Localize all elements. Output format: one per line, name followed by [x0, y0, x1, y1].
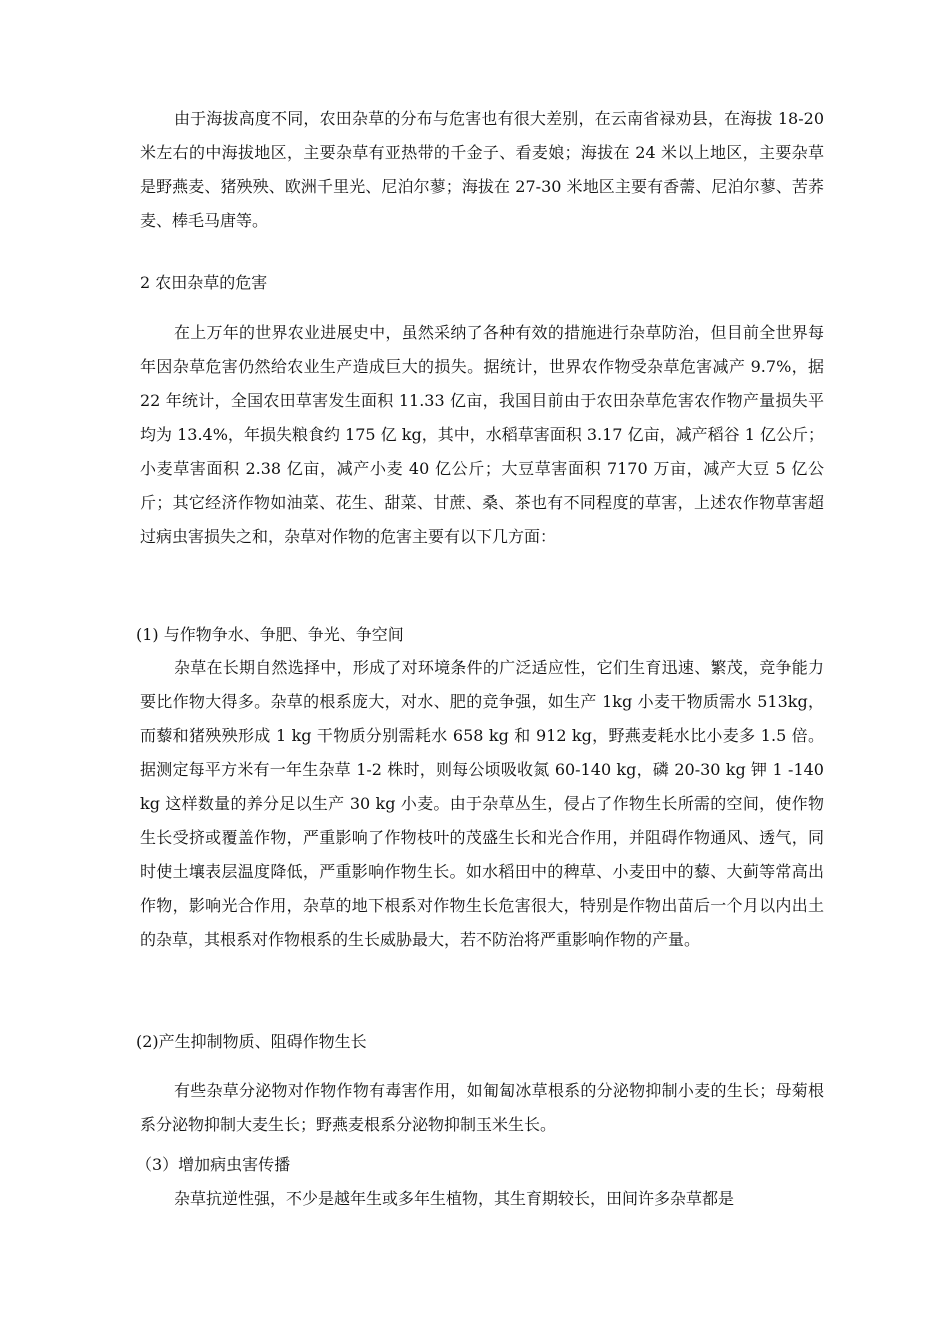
paragraph-competition: 杂草在长期自然选择中，形成了对环境条件的广泛适应性，它们生育迅速、繁茂，竞争能力要比作物大得多。杂草的根系庞大，对水、肥的竞争强，如生产 1kg 小麦干物质需水 513kg，而藜和猪殃殃形成 1 kg 干物质分别需耗水 658 kg 和 912 kg，野燕麦耗水比小麦多 1.5 倍。据测定每平方米有一年生杂草 1-2 株时，则每公顷吸收氮 60-140 kg，磷 20-30 kg 钾 1 -140 kg 这样数量的养分足以生产 30 kg 小麦。由于杂草丛生，侵占了作物生长所需的空间，使作物生长受挤或覆盖作物，严重影响了作物枝叶的茂盛生长和光合作用，并阻碍作物通风、透气，同时使土壤表层温度降低，严重影响作物生长。如水稻田中的稗草、小麦田中的藜、大蓟等常高出作物，影响光合作用，杂草的地下根系对作物生长危害很大，特别是作物出苗后一个月以内出土的杂草，其根系对作物根系的生长威胁最大，若不防治将严重影响作物的产量。	[140, 658, 824, 949]
paragraph-pest-spread: 杂草抗逆性强，不少是越年生或多年生植物，其生育期较长，田间许多杂草都是	[174, 1189, 735, 1208]
paragraph-altitude-distribution: 由于海拔高度不同，农田杂草的分布与危害也有很大差别，在云南省禄劝县，在海拔 18-20 米左右的中海拔地区，主要杂草有亚热带的千金子、看麦娘；海拔在 24 米以上地区，主要杂草是野燕麦、猪殃殃、欧洲千里光、尼泊尔蓼；海拔在 27-30 米地区主要有香薷、尼泊尔蓼、苦荞麦、棒毛马唐等。	[140, 109, 824, 230]
subheading-pest-spread: （3）增加病虫害传播	[136, 1155, 291, 1174]
subheading-competition: (1) 与作物争水、争肥、争光、争空间	[136, 625, 404, 644]
subheading-inhibition: (2)产生抑制物质、阻碍作物生长	[136, 1032, 367, 1051]
paragraph-inhibition: 有些杂草分泌物对作物作物有毒害作用，如匍匐冰草根系的分泌物抑制小麦的生长；母菊根系分泌物抑制大麦生长；野燕麦根系分泌物抑制玉米生长。	[140, 1081, 824, 1134]
paragraph-weed-loss-statistics: 在上万年的世界农业进展史中，虽然采纳了各种有效的措施进行杂草防治，但目前全世界每年因杂草危害仍然给农业生产造成巨大的损失。据统计，世界农作物受杂草危害减产 9.7%，据 22 年统计，全国农田草害发生面积 11.33 亿亩，我国目前由于农田杂草危害农作物产量损失平均为 13.4%，年损失粮食约 175 亿 kg，其中，水稻草害面积 3.17 亿亩，减产稻谷 1 亿公斤；小麦草害面积 2.38 亿亩，减产小麦 40 亿公斤；大豆草害面积 7170 万亩，减产大豆 5 亿公斤；其它经济作物如油菜、花生、甜菜、甘蔗、桑、茶也有不同程度的草害，上述农作物草害超过病虫害损失之和，杂草对作物的危害主要有以下几方面：	[140, 323, 824, 546]
section-heading-weed-harm: 2 农田杂草的危害	[140, 273, 268, 292]
